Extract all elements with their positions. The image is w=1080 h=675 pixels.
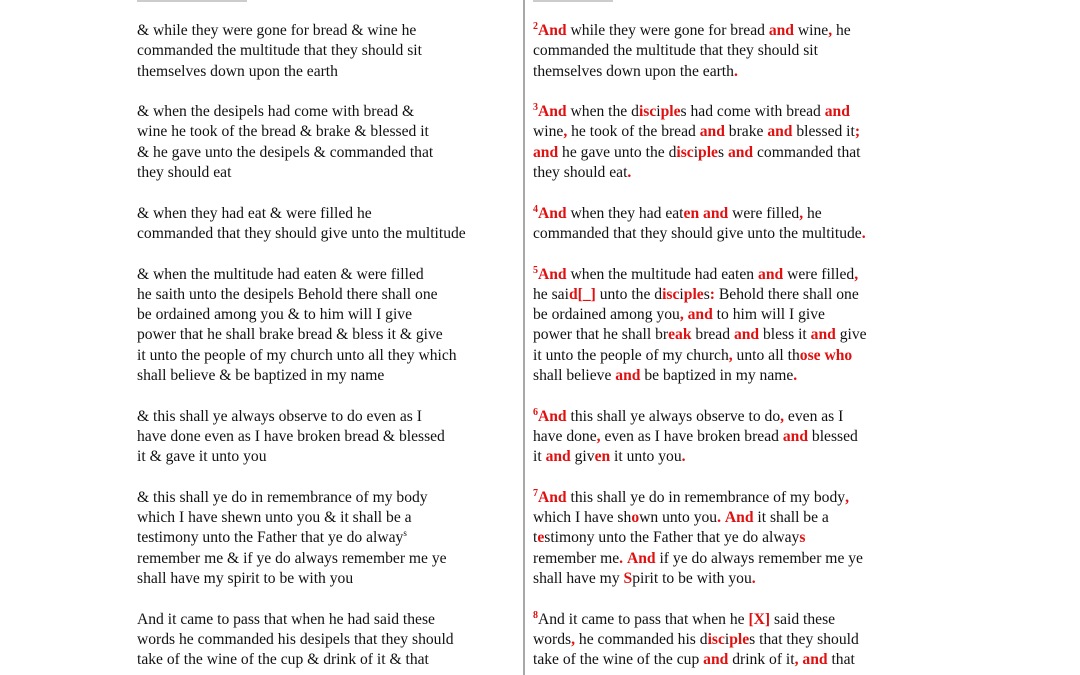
text-segment: brake bbox=[724, 123, 768, 141]
revision-highlight: and bbox=[768, 22, 794, 39]
revision-highlight: d[_] bbox=[568, 285, 596, 303]
revised-text-line bbox=[533, 163, 923, 183]
revised-text-line bbox=[533, 427, 923, 447]
revision-highlight: and bbox=[703, 651, 729, 669]
revision-highlight: [X] bbox=[748, 610, 771, 628]
text-segment: it unto the people of my church unto all they which bbox=[137, 346, 457, 364]
text-segment: drink of it bbox=[728, 651, 795, 669]
revision-highlight: and bbox=[545, 448, 571, 466]
revision-highlight: , bbox=[571, 630, 576, 648]
revision-highlight: , bbox=[854, 265, 859, 283]
revision-highlight: ple bbox=[683, 285, 704, 303]
original-text-line bbox=[137, 366, 517, 386]
text-segment: & when the multitude had eaten & were filled bbox=[137, 265, 424, 283]
original-text-line bbox=[137, 427, 517, 447]
text-segment: i bbox=[724, 630, 730, 648]
revised-text-line bbox=[533, 650, 923, 670]
text-segment: bread bbox=[691, 326, 734, 344]
text-segment: unto all th bbox=[732, 346, 800, 364]
text-segment: shall believe & be baptized in my name bbox=[137, 367, 385, 385]
verse-number: 8 bbox=[533, 609, 538, 621]
original-verse-paragraph bbox=[137, 102, 517, 183]
revised-text-column bbox=[533, 21, 923, 675]
text-segment: commanded the multitude that they should sit bbox=[137, 42, 422, 60]
revision-highlight: and bbox=[615, 367, 641, 385]
revision-highlight: , bbox=[794, 651, 799, 669]
text-segment: s that they should bbox=[749, 630, 859, 648]
original-text-line bbox=[137, 62, 517, 82]
text-segment: wine bbox=[793, 22, 829, 39]
revision-highlight: . bbox=[751, 570, 756, 588]
revision-highlight: o bbox=[631, 509, 640, 527]
revised-text-line bbox=[533, 549, 923, 569]
text-segment: power that he shall br bbox=[533, 326, 669, 344]
original-verse-paragraph bbox=[137, 265, 517, 387]
revised-text-line bbox=[533, 305, 923, 325]
revision-highlight: e bbox=[537, 529, 545, 547]
text-segment: it bbox=[533, 448, 546, 466]
revision-highlight: and bbox=[699, 123, 725, 141]
text-segment: give bbox=[835, 326, 867, 344]
revision-highlight: en bbox=[594, 448, 611, 466]
revision-highlight: And bbox=[724, 509, 754, 527]
revised-text-line bbox=[533, 285, 923, 305]
original-verse-paragraph bbox=[137, 610, 517, 671]
text-segment: words he commanded his desipels that they should bbox=[137, 630, 454, 648]
revised-verse-paragraph bbox=[533, 265, 923, 387]
revised-text-line bbox=[533, 630, 923, 650]
revision-highlight: , bbox=[679, 306, 684, 324]
revision-highlight: And bbox=[538, 488, 567, 506]
text-segment: themselves down upon the earth bbox=[137, 62, 338, 80]
revision-highlight: en bbox=[683, 204, 700, 222]
original-text-line bbox=[137, 650, 517, 670]
original-text-line bbox=[137, 163, 517, 183]
original-verse-paragraph bbox=[137, 204, 517, 245]
revision-highlight: , bbox=[845, 488, 849, 506]
text-segment: he bbox=[803, 204, 822, 222]
text-segment: if ye do always remember me ye bbox=[655, 549, 863, 567]
text-segment: bless it bbox=[759, 326, 811, 344]
text-segment: Behold there shall one bbox=[714, 285, 859, 303]
text-segment: commanded that bbox=[753, 143, 861, 161]
text-segment: it shall be a bbox=[753, 509, 829, 527]
revision-highlight: : bbox=[709, 285, 715, 303]
text-segment: it unto the people of my church bbox=[533, 346, 729, 364]
revision-highlight: and bbox=[810, 326, 836, 344]
text-segment: commanded that they should give unto the multitude bbox=[533, 224, 862, 242]
revision-highlight: , bbox=[780, 407, 785, 425]
revision-highlight: . bbox=[619, 549, 624, 567]
text-segment: And it came to pass that when he had said these bbox=[137, 610, 435, 628]
text-segment: were filled bbox=[783, 265, 855, 283]
verse-number: 3 bbox=[533, 102, 538, 113]
text-segment: even as I bbox=[784, 407, 844, 425]
revision-highlight: ple bbox=[660, 103, 681, 121]
text-segment: & when the desipels had come with bread & bbox=[137, 103, 415, 121]
text-segment: commanded the multitude that they should sit bbox=[533, 42, 818, 60]
column-divider bbox=[523, 0, 525, 675]
text-segment: this shall ye do in remembrance of my body bbox=[566, 488, 846, 506]
text-segment: when the d bbox=[566, 103, 639, 121]
revised-text-line bbox=[533, 508, 923, 528]
revision-highlight: s bbox=[799, 529, 806, 547]
revision-highlight: . bbox=[733, 62, 738, 80]
original-text-line bbox=[137, 630, 517, 650]
original-text-line bbox=[137, 610, 517, 630]
text-segment: unto the d bbox=[595, 285, 663, 303]
revised-verse-paragraph bbox=[533, 610, 923, 671]
revised-text-line bbox=[533, 143, 923, 163]
original-text-line bbox=[137, 346, 517, 366]
text-segment: power that he shall brake bread & bless it & give bbox=[137, 326, 443, 344]
top-rule-right bbox=[533, 0, 613, 2]
revision-highlight: ple bbox=[729, 630, 750, 648]
text-segment: shall believe bbox=[533, 367, 616, 385]
original-text-line bbox=[137, 488, 517, 508]
original-text-line bbox=[137, 528, 517, 548]
revised-text-line bbox=[533, 488, 923, 508]
original-text-line bbox=[137, 305, 517, 325]
text-segment: to him will I give bbox=[712, 306, 825, 324]
revision-highlight: And bbox=[538, 407, 567, 425]
text-segment: t bbox=[533, 529, 538, 547]
revision-highlight: and bbox=[533, 143, 559, 161]
original-text-line bbox=[137, 102, 517, 122]
revision-highlight: ose who bbox=[799, 346, 853, 364]
original-verse-paragraph bbox=[137, 488, 517, 589]
verse-number: 2 bbox=[533, 20, 538, 32]
revision-highlight: And bbox=[538, 265, 567, 283]
revised-text-line bbox=[533, 204, 923, 224]
text-segment: themselves down upon the earth bbox=[533, 62, 734, 80]
text-segment: i bbox=[656, 103, 661, 121]
original-text-line bbox=[137, 21, 517, 41]
revision-highlight: ; bbox=[854, 123, 861, 141]
revision-highlight: And bbox=[626, 549, 656, 567]
text-segment: he saith unto the desipels Behold there shall one bbox=[137, 285, 438, 303]
text-segment: s bbox=[717, 143, 728, 161]
top-rule-left bbox=[137, 0, 247, 2]
text-segment: it unto you bbox=[610, 448, 682, 466]
text-segment: were filled bbox=[728, 204, 800, 222]
text-segment: said these bbox=[770, 610, 836, 628]
revised-text-line bbox=[533, 610, 923, 630]
text-segment: he gave unto the d bbox=[558, 143, 677, 161]
original-text-line bbox=[137, 407, 517, 427]
text-segment: they should eat bbox=[137, 164, 232, 182]
superscript-mark: s bbox=[403, 528, 407, 539]
text-segment: shall have my spirit to be with you bbox=[137, 570, 354, 588]
original-text-line bbox=[137, 224, 517, 244]
text-segment: which I have shewn unto you & it shall be a bbox=[137, 509, 412, 527]
revised-text-line bbox=[533, 224, 923, 244]
revision-highlight: , bbox=[596, 427, 601, 445]
original-text-line bbox=[137, 549, 517, 569]
text-segment: And it came to pass that when he bbox=[538, 610, 749, 628]
revised-text-line bbox=[533, 62, 923, 82]
text-segment: wine he took of the bread & brake & blessed it bbox=[137, 123, 429, 141]
original-text-line bbox=[137, 41, 517, 61]
text-segment: remember me bbox=[533, 549, 620, 567]
revision-highlight: . bbox=[861, 224, 866, 242]
text-segment: remember me & if ye do always remember me ye bbox=[137, 549, 447, 567]
revised-verse-paragraph bbox=[533, 407, 923, 468]
text-segment: they should eat bbox=[533, 164, 628, 182]
text-segment: it & gave it unto you bbox=[137, 448, 267, 466]
revision-highlight: and bbox=[782, 427, 808, 445]
text-segment: be ordained among you bbox=[533, 306, 680, 324]
original-text-line bbox=[137, 265, 517, 285]
text-segment: s bbox=[703, 285, 710, 303]
revision-highlight: eak bbox=[668, 326, 692, 344]
revision-highlight: and bbox=[687, 306, 713, 324]
revision-highlight: and bbox=[727, 143, 754, 161]
revision-highlight: , bbox=[728, 346, 733, 364]
original-verse-paragraph bbox=[137, 21, 517, 82]
revision-highlight: isc bbox=[676, 143, 694, 161]
revision-highlight: and bbox=[802, 651, 828, 669]
verse-number: 4 bbox=[533, 203, 538, 215]
text-segment: & this shall ye do in remembrance of my body bbox=[137, 488, 428, 506]
text-segment: take of the wine of the cup bbox=[533, 651, 704, 669]
text-segment: be ordained among you & to him will I give bbox=[137, 306, 413, 324]
revised-text-line bbox=[533, 122, 923, 142]
text-segment: & when they had eat & were filled he bbox=[137, 204, 372, 222]
text-segment: i bbox=[693, 143, 699, 161]
revised-verse-paragraph bbox=[533, 102, 923, 183]
text-segment: & while they were gone for bread & wine he bbox=[137, 22, 417, 39]
revision-highlight: And bbox=[538, 103, 567, 121]
revised-text-line bbox=[533, 265, 923, 285]
text-segment: when they had eat bbox=[566, 204, 684, 222]
revised-verse-paragraph bbox=[533, 21, 923, 82]
text-segment: s had come with bread bbox=[680, 103, 825, 121]
text-segment: be baptized in my name bbox=[640, 367, 794, 385]
original-text-line bbox=[137, 569, 517, 589]
text-segment: & this shall ye always observe to do even as I bbox=[137, 407, 422, 425]
revision-highlight: ple bbox=[698, 143, 718, 161]
original-text-column bbox=[137, 21, 517, 675]
revision-highlight: and bbox=[703, 204, 729, 222]
text-segment: he commanded his d bbox=[575, 630, 708, 648]
revised-text-line bbox=[533, 447, 923, 467]
text-segment: commanded that they should give unto the multitude bbox=[137, 224, 466, 242]
revised-text-line bbox=[533, 21, 923, 41]
revision-highlight: . bbox=[717, 509, 721, 527]
text-segment: have done even as I have broken bread & blessed bbox=[137, 427, 445, 445]
original-text-line bbox=[137, 143, 517, 163]
text-segment: this shall ye always observe to do bbox=[566, 407, 781, 425]
revised-text-line bbox=[533, 102, 923, 122]
original-text-line bbox=[137, 447, 517, 467]
text-segment: testimony unto the Father that ye do alway bbox=[137, 529, 404, 547]
text-segment: even as I have broken bread bbox=[600, 427, 783, 445]
revised-text-line bbox=[533, 366, 923, 386]
revised-text-line bbox=[533, 325, 923, 345]
revision-highlight: . bbox=[681, 448, 686, 466]
text-segment: when the multitude had eaten bbox=[566, 265, 759, 283]
text-segment: i bbox=[679, 285, 684, 303]
revision-highlight: and bbox=[758, 265, 784, 283]
text-segment: that bbox=[827, 651, 855, 669]
text-segment: which I have sh bbox=[533, 509, 632, 527]
text-segment: have done bbox=[533, 427, 597, 445]
revision-highlight: , bbox=[828, 22, 833, 39]
text-segment: shall have my bbox=[533, 570, 624, 588]
revision-highlight: and bbox=[824, 103, 850, 121]
revision-highlight: and bbox=[733, 326, 760, 344]
text-segment: giv bbox=[570, 448, 595, 466]
text-segment: wine bbox=[533, 123, 564, 141]
text-segment: he sai bbox=[533, 285, 569, 303]
text-segment: stimony unto the Father that ye do alway bbox=[544, 529, 800, 547]
revised-verse-paragraph bbox=[533, 204, 923, 245]
revised-text-line bbox=[533, 528, 923, 548]
revised-text-line bbox=[533, 41, 923, 61]
text-segment: & he gave unto the desipels & commanded that bbox=[137, 143, 434, 161]
revised-text-line bbox=[533, 407, 923, 427]
text-segment: pirit to be with you bbox=[632, 570, 752, 588]
revision-highlight: isc bbox=[662, 285, 680, 303]
revised-text-line bbox=[533, 346, 923, 366]
text-segment: blessed it bbox=[792, 123, 855, 141]
revised-verse-paragraph bbox=[533, 488, 923, 589]
text-segment: take of the wine of the cup & drink of it & that bbox=[137, 651, 429, 669]
text-segment: words bbox=[533, 630, 572, 648]
revision-highlight: , bbox=[799, 204, 804, 222]
original-text-line bbox=[137, 508, 517, 528]
original-text-line bbox=[137, 122, 517, 142]
revision-highlight: , bbox=[563, 123, 568, 141]
revision-highlight: And bbox=[538, 204, 567, 222]
text-segment: while they were gone for bread bbox=[566, 22, 769, 39]
verse-number: 7 bbox=[533, 487, 538, 499]
revision-highlight: isc bbox=[707, 630, 725, 648]
revision-highlight: . bbox=[627, 164, 632, 182]
verse-number: 5 bbox=[533, 264, 538, 276]
text-segment: he took of the bread bbox=[567, 123, 700, 141]
original-text-line bbox=[137, 285, 517, 305]
text-segment: he bbox=[832, 22, 851, 39]
revised-text-line bbox=[533, 569, 923, 589]
original-text-line bbox=[137, 204, 517, 224]
revision-highlight: isc bbox=[638, 103, 657, 121]
revision-highlight: And bbox=[538, 22, 567, 39]
revision-highlight: and bbox=[767, 123, 793, 141]
revision-highlight: . bbox=[793, 367, 798, 385]
original-text-line bbox=[137, 325, 517, 345]
verse-number: 6 bbox=[533, 406, 538, 418]
revision-highlight: S bbox=[623, 570, 633, 588]
text-segment: wn unto you bbox=[639, 509, 718, 527]
text-segment: blessed bbox=[808, 427, 858, 445]
original-verse-paragraph bbox=[137, 407, 517, 468]
